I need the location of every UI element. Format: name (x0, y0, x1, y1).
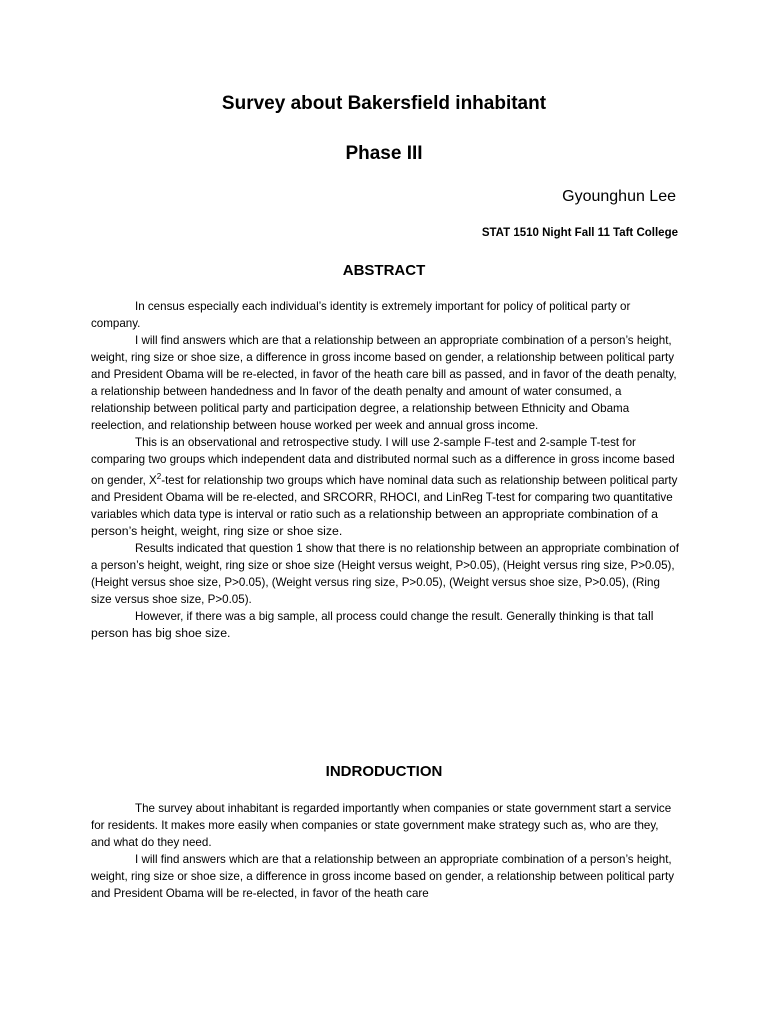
document-title: Survey about Bakersfield inhabitant (221, 93, 547, 114)
abstract-paragraph-1: In census especially each individual’s identity is extremely important for policy of political party or company. (91, 300, 631, 330)
superscript: 2 (156, 472, 162, 481)
introduction-heading: INDRODUCTION (325, 763, 443, 780)
abstract-paragraph-4: Results indicated that question 1 show that there is no relationship between an appropriate combination of a person’s height, weight, ring size or shoe size (Height versus weight, P>0.05), (Height versus ring size, P>0.05), (Height versus shoe size, P>0.05), (Weight versus ring size, P>0.05), (Weight versus shoe size, P>0.05), (Ring size versus shoe size, P>0.05). (91, 541, 679, 606)
abstract-paragraph-2: I will find answers which are that a relationship between an appropriate combination of a person’s height, weight, ring size or shoe size, a difference in gross income based on gender, a relationship between political party and President Obama will be re-elected, in favor of the heath care bill as passed, and in favor of the death penalty, a relationship between handedness and In favor of the death penalty and amount of water consumed, a relationship between political party and participation degree, a relationship between Ethnicity and Obama reelection, and relationship between house worked per week and annual gross income. (91, 334, 677, 432)
abstract-paragraph-3-text-a: This is an observational and retrospective study. I will use 2-sample F-test and 2-sample T-test for comparing two groups which independent data and distributed normal such as a difference in gross income based on gender, X (91, 436, 675, 487)
abstract-heading: ABSTRACT (342, 262, 426, 279)
abstract-paragraph-3-text-b: -test for relationship two groups which have nominal data such as relationship between political party and President Obama will be re-elected, and SRCORR, RHOCI, and LinReg T-test for comparing two quantitative variables which data type is interval or ratio such as a (91, 473, 678, 521)
abstract-paragraph-3-text-c: relationship between an appropriate combination of a person’s height, weight, ring size or shoe size. (91, 506, 658, 538)
author-name: Gyounghun Lee (562, 188, 676, 205)
abstract-paragraph-5-text-b: that tall person has big shoe size. (91, 608, 654, 640)
introduction-paragraph-2: I will find answers which are that a relationship between an appropriate combination of a person’s height, weight, ring size or shoe size, a difference in gross income based on gender, a relationship between political party and President Obama will be re-elected, in favor of the heath care (91, 853, 675, 900)
abstract-paragraph-5 (91, 608, 681, 642)
abstract-paragraph-3 (91, 434, 681, 540)
abstract-body (91, 298, 681, 642)
course-info: STAT 1510 Night Fall 11 Taft College (481, 227, 678, 239)
introduction-paragraph-1: The survey about inhabitant is regarded importantly when companies or state government start a service for residents. It makes more easily when companies or state government make strategy such as, who are they, and what do they need. (91, 802, 672, 849)
document-phase: Phase III (345, 143, 423, 164)
abstract-paragraph-5-text-a: However, if there was a big sample, all process could change the result. Generally thinking is (135, 609, 611, 623)
introduction-body (91, 800, 681, 902)
